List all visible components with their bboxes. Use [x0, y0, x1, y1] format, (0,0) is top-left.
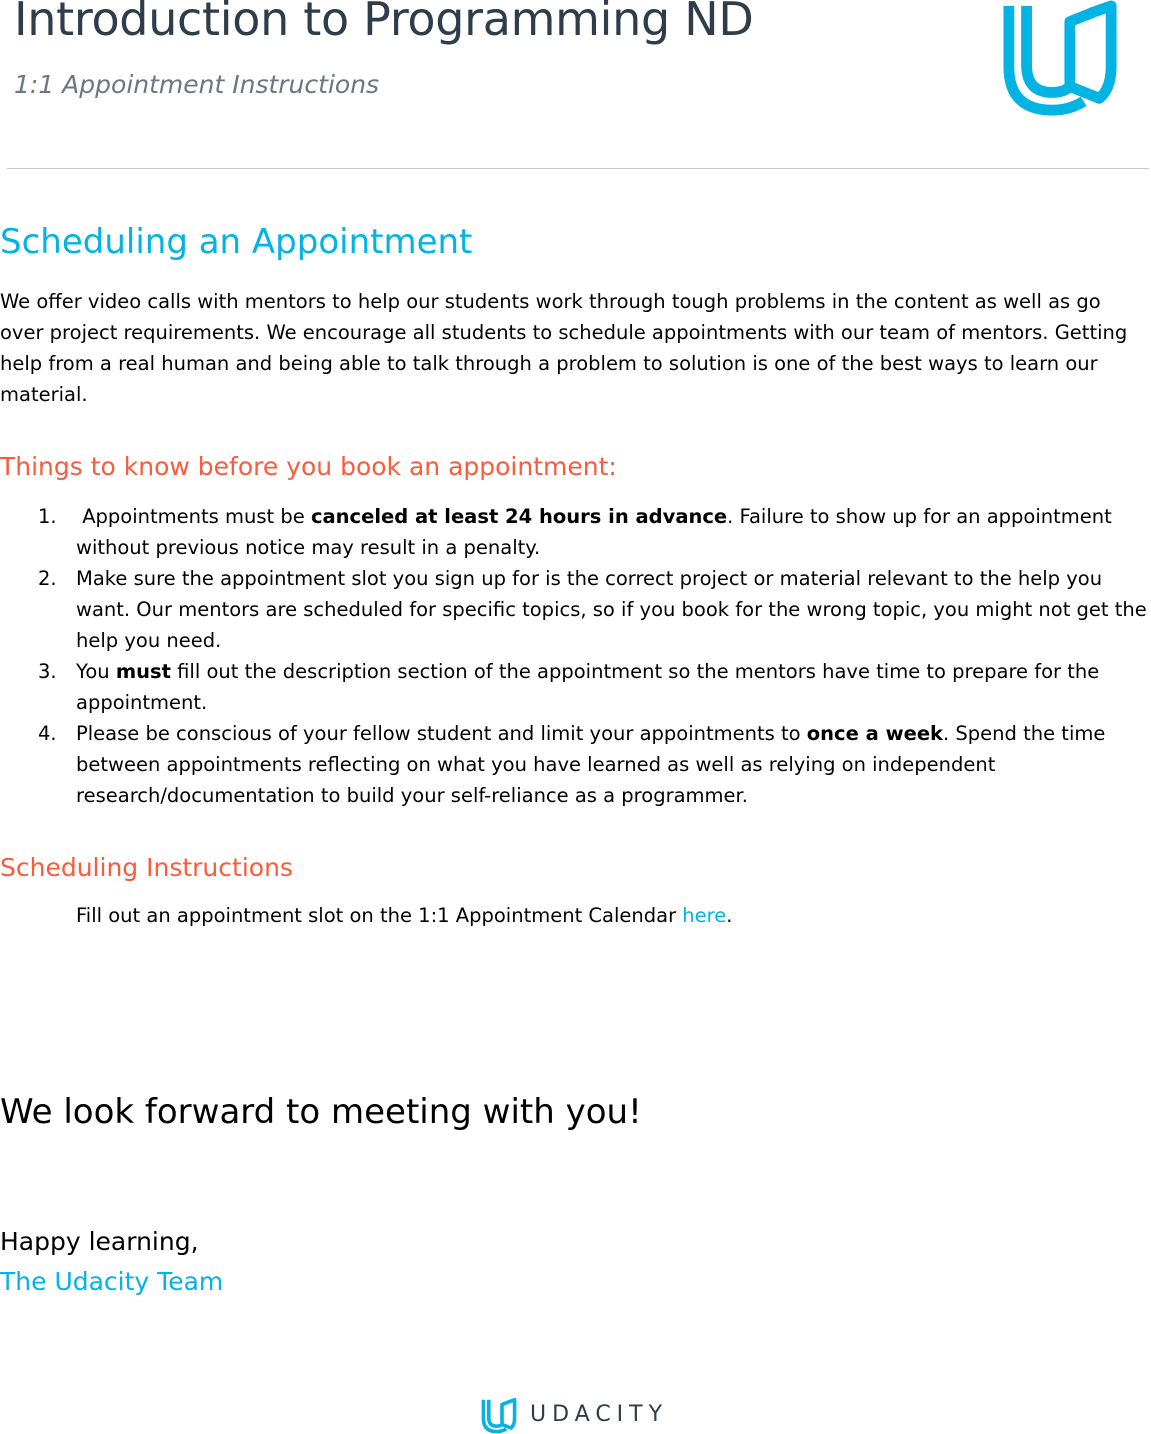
list-item-number: 4.: [38, 722, 57, 745]
closing-message: We look forward to meeting with you!: [0, 1092, 642, 1132]
footer-wordmark: UDACITY: [530, 1402, 669, 1427]
list-item-text: Appointments must be: [76, 505, 311, 528]
scheduling-instructions-heading: Scheduling Instructions: [0, 853, 293, 882]
intro-paragraph: We offer video calls with mentors to help our students work through tough problems in the content as well as go over project requirements. We encourage all students to schedule appointments with our team of mentors. Getting help from a real human and being able to talk through a problem to solution is one of the best ways to learn our material.: [0, 290, 1128, 406]
list-item-number: 1.: [38, 505, 57, 528]
signoff: Happy learning,: [0, 1227, 199, 1256]
list-item-bold: once a week: [806, 722, 944, 745]
list-item-bold: canceled at least 24 hours in advance: [310, 505, 728, 528]
list-item-bold: must: [115, 660, 171, 683]
rules-list: [0, 501, 1151, 811]
list-item-text: You: [76, 660, 116, 683]
things-to-know-heading: Things to know before you book an appointment:: [0, 452, 617, 481]
instructions-text-before: Fill out an appointment slot on the 1:1 Appointment Calendar: [76, 904, 683, 927]
team-name: The Udacity Team: [0, 1267, 224, 1296]
list-item: [0, 718, 1151, 811]
list-item-number: 2.: [38, 567, 57, 590]
list-item-text: fill out the description section of the appointment so the mentors have time to prepare for the appointment.: [76, 660, 1100, 714]
udacity-footer-logo-icon: [481, 1398, 517, 1434]
document-subtitle: 1:1 Appointment Instructions: [14, 70, 380, 99]
list-item-text: . Failure to show up for an appointment without previous notice may result in a penalty.: [76, 505, 1112, 559]
list-item: [0, 656, 1151, 718]
list-item-text: Make sure the appointment slot you sign up for is the correct project or material relevant to the help you want. Our mentors are scheduled for specific topics, so if you book for the wrong topic, you might not get the help you need.: [76, 567, 1147, 652]
list-item-text: Please be conscious of your fellow student and limit your appointments to: [76, 722, 807, 745]
list-item: [0, 563, 1151, 656]
document-title: Introduction to Programming ND: [14, 0, 754, 46]
list-item-number: 3.: [38, 660, 57, 683]
instructions-text-after: .: [726, 904, 733, 927]
list-item: [0, 501, 1151, 563]
calendar-link[interactable]: here: [682, 904, 727, 927]
header-divider: [7, 168, 1149, 169]
list-item-text: . Spend the time between appointments reflecting on what you have learned as well as relying on independent research/documentation to build your self-reliance as a programmer.: [76, 722, 1106, 807]
udacity-logo-icon: [1001, 0, 1119, 118]
scheduling-heading: Scheduling an Appointment: [0, 222, 473, 262]
instructions-text: [76, 904, 732, 927]
